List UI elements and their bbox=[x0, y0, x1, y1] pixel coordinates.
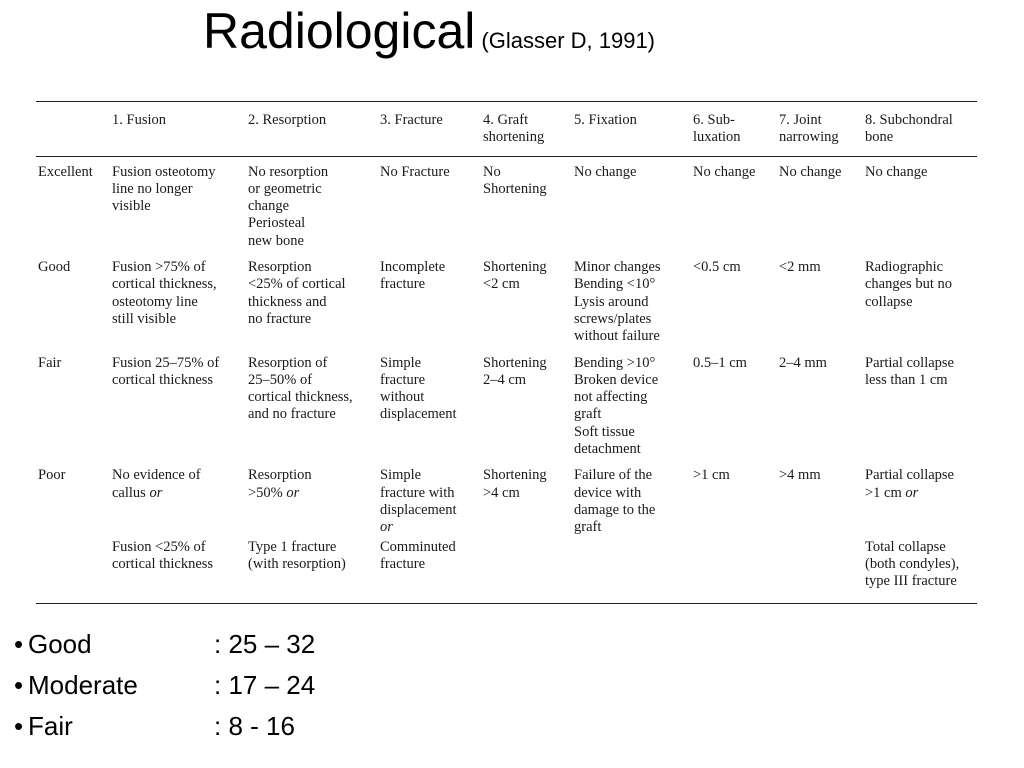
grade-label: Good bbox=[38, 259, 71, 276]
bullet: • bbox=[14, 670, 24, 700]
table-cell: No change bbox=[779, 163, 842, 180]
table-cell: Fusion 25–75% of cortical thickness bbox=[112, 354, 220, 388]
table-row-poor-alt bbox=[36, 539, 977, 604]
header-cell: 2. Resorption bbox=[248, 112, 327, 128]
bullet: • bbox=[14, 711, 24, 741]
legend-range: : 17 – 24 bbox=[214, 670, 316, 700]
slide-title bbox=[203, 2, 655, 60]
legend-label: Moderate bbox=[28, 670, 138, 700]
table-cell: Fusion >75% of cortical thickness, osteotomy line still visible bbox=[112, 259, 217, 327]
table-cell: Incomplete fracture bbox=[380, 259, 446, 293]
table-cell: No change bbox=[693, 163, 756, 180]
grade-label: Fair bbox=[38, 354, 62, 371]
table-cell: Fusion osteotomy line no longer visible bbox=[112, 163, 216, 215]
header-cell: 4. Graft shortening bbox=[483, 112, 545, 146]
table-cell: Shortening <2 cm bbox=[483, 259, 547, 293]
table-cell bbox=[378, 460, 481, 538]
table-cell: <0.5 cm bbox=[693, 259, 741, 276]
table-row-fair bbox=[36, 348, 977, 461]
table-cell bbox=[110, 460, 246, 538]
score-legend bbox=[14, 624, 315, 747]
table-cell: 2–4 mm bbox=[779, 354, 827, 371]
table-cell: Minor changes Bending <10° Lysis around screws/plates without failure bbox=[574, 259, 661, 345]
list-item bbox=[14, 706, 315, 747]
cell-text: No evidence of callus bbox=[112, 467, 201, 501]
table-cell: Radiographic changes but no collapse bbox=[865, 259, 952, 310]
table-cell: Resorption <25% of cortical thickness and no fracture bbox=[248, 259, 346, 327]
table-row-excellent bbox=[36, 156, 977, 252]
or-word: or bbox=[149, 484, 163, 501]
table-cell: No change bbox=[574, 163, 637, 180]
header-cell: 6. Sub- luxation bbox=[693, 112, 741, 146]
table-cell bbox=[863, 460, 977, 538]
legend-range: : 8 - 16 bbox=[214, 711, 295, 741]
table-cell: >1 cm bbox=[693, 467, 730, 484]
table-row-good bbox=[36, 252, 977, 347]
legend-label: Fair bbox=[28, 711, 73, 741]
table-cell: Shortening 2–4 cm bbox=[483, 354, 547, 388]
header-cell: 3. Fracture bbox=[380, 112, 443, 128]
title-citation: (Glasser D, 1991) bbox=[481, 28, 656, 53]
header-cell: 7. Joint narrowing bbox=[779, 112, 839, 146]
title-main: Radiological bbox=[203, 3, 476, 59]
header-cell: 1. Fusion bbox=[112, 112, 166, 128]
table-cell bbox=[572, 539, 691, 604]
bullet: • bbox=[14, 629, 24, 659]
legend-label: Good bbox=[28, 629, 92, 659]
table-cell: No Fracture bbox=[380, 163, 450, 180]
header-cell: 8. Subchondral bone bbox=[865, 112, 953, 146]
table-row-poor bbox=[36, 460, 977, 538]
table-cell: No resorption or geometric change Periosteal new bone bbox=[248, 163, 329, 249]
table-cell: Type 1 fracture (with resorption) bbox=[248, 538, 346, 572]
table-cell: Total collapse (both condyles), type III fracture bbox=[865, 538, 960, 590]
or-word: or bbox=[286, 484, 300, 501]
table-cell: Comminuted fracture bbox=[380, 538, 456, 572]
grade-label: Poor bbox=[38, 467, 66, 484]
table-header-row bbox=[36, 102, 977, 157]
cell-text: Resorption >50% bbox=[248, 467, 312, 501]
radiological-score-table bbox=[36, 101, 977, 604]
table-cell: >4 mm bbox=[779, 467, 821, 484]
or-word: or bbox=[380, 519, 393, 536]
legend-range: : 25 – 32 bbox=[214, 629, 316, 659]
table-cell: No change bbox=[865, 163, 928, 180]
list-item bbox=[14, 665, 315, 706]
or-word: or bbox=[905, 484, 919, 501]
table-cell bbox=[246, 460, 378, 538]
table-cell: Resorption of 25–50% of cortical thickness, and no fracture bbox=[248, 354, 353, 423]
cell-text: Simple fracture with displacement bbox=[380, 467, 457, 518]
table-cell: Simple fracture without displacement bbox=[380, 354, 457, 423]
table-cell bbox=[691, 539, 777, 604]
table-cell: <2 mm bbox=[779, 259, 821, 276]
table-cell bbox=[777, 539, 863, 604]
cell-text: Partial collapse >1 cm bbox=[865, 467, 954, 501]
table-cell: Shortening >4 cm bbox=[483, 467, 547, 501]
table-cell: Bending >10° Broken device not affecting graft Soft tissue detachment bbox=[574, 354, 659, 458]
header-cell: 5. Fixation bbox=[574, 112, 637, 128]
header-cell bbox=[36, 102, 110, 157]
table-cell: No Shortening bbox=[483, 163, 547, 197]
grade-label: Excellent bbox=[38, 163, 93, 180]
list-item bbox=[14, 624, 315, 665]
table-cell: Fusion <25% of cortical thickness bbox=[112, 538, 214, 572]
table-cell: Partial collapse less than 1 cm bbox=[865, 354, 954, 388]
table-cell bbox=[481, 539, 572, 604]
grade-label bbox=[36, 539, 110, 604]
table-cell: Failure of the device with damage to the graft bbox=[574, 467, 656, 536]
table-cell: 0.5–1 cm bbox=[693, 354, 747, 371]
